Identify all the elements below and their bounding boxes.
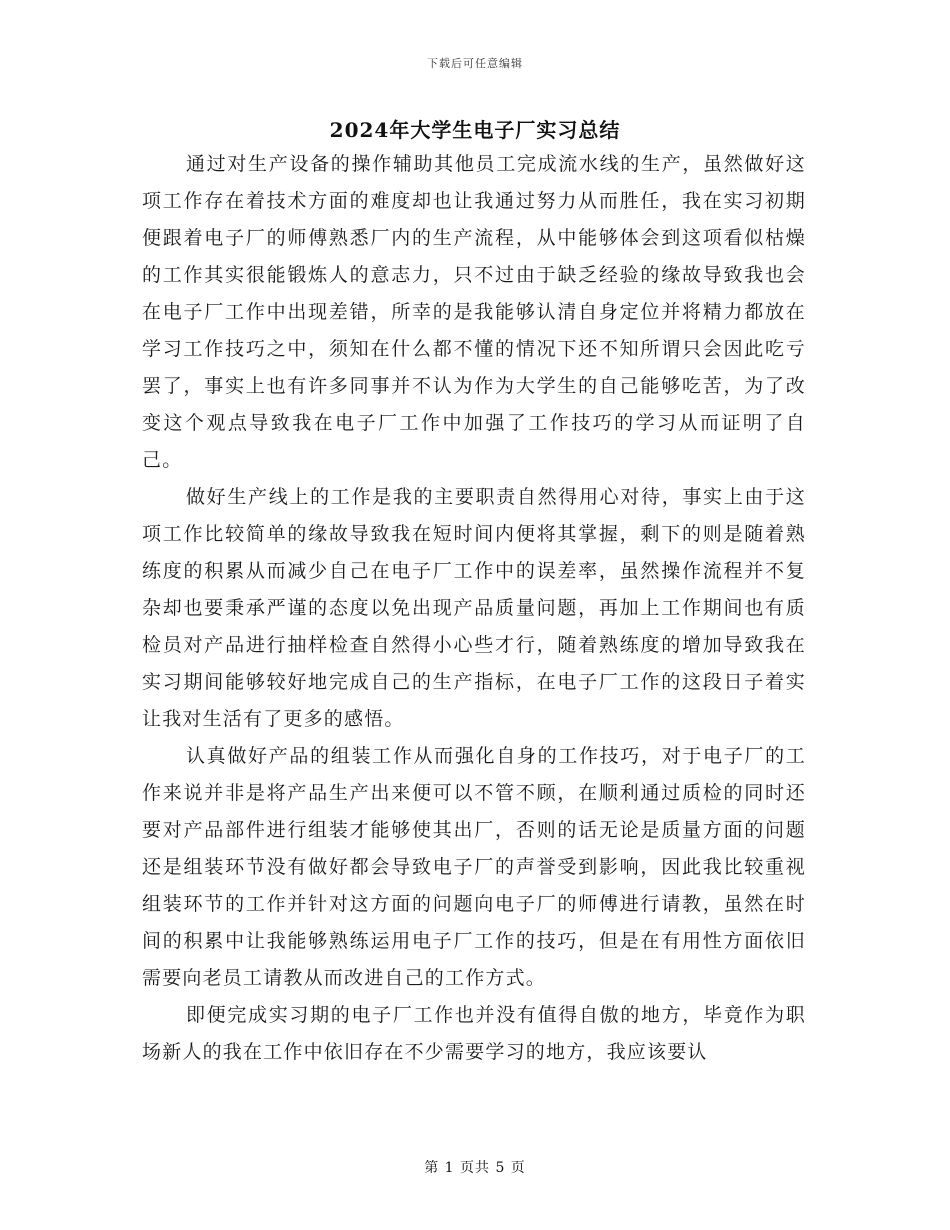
paragraph: 做好生产线上的工作是我的主要职责自然得用心对待，事实上由于这项工作比较简单的缘故导致我在短时间内便将其掌握，剩下的则是随着熟练度的积累从而减少自己在电子厂工作中的误差率，虽然操作流程并不复杂却也要秉承严谨的态度以免出现产品质量问题，再加上工作期间也有质检员对产品进行抽样检查自然得小心些才行，随着熟练度的增加导致我在实习期间能够较好地完成自己的生产指标，在电子厂工作的这段日子着实让我对生活有了更多的感悟。 xyxy=(142,486,806,730)
paragraph: 认真做好产品的组装工作从而强化自身的工作技巧，对于电子厂的工作来说并非是将产品生产出来便可以不管不顾，在顺利通过质检的同时还要对产品部件进行组装才能够使其出厂，否则的话无论是质量方面的问题还是组装环节没有做好都会导致电子厂的声誉受到影响，因此我比较重视组装环节的工作并针对这方面的问题向电子厂的师傅进行请教，虽然在时间的积累中让我能够熟练运用电子厂工作的技巧，但是在有用性方面依旧需要向老员工请教从而改进自己的工作方式。 xyxy=(142,745,806,989)
document-title: 2024年大学生电子厂实习总结 xyxy=(329,118,621,142)
paragraph: 通过对生产设备的操作辅助其他员工完成流水线的生产，虽然做好这项工作存在着技术方面的难度却也让我通过努力从而胜任，我在实习初期便跟着电子厂的师傅熟悉厂内的生产流程，从中能够体会到这项看似枯燥的工作其实很能锻炼人的意志力，只不过由于缺乏经验的缘故导致我也会在电子厂工作中出现差错，所幸的是我能够认清自身定位并将精力都放在学习工作技巧之中，须知在什么都不懂的情况下还不知所谓只会因此吃亏罢了，事实上也有许多同事并不认为作为大学生的自己能够吃苦，为了改变这个观点导致我在电子厂工作中加强了工作技巧的学习从而证明了自己。 xyxy=(142,153,806,471)
paragraph: 即便完成实习期的电子厂工作也并没有值得自傲的地方，毕竟作为职场新人的我在工作中依旧存在不少需要学习的地方，我应该要认 xyxy=(142,1004,806,1063)
document-body xyxy=(142,146,806,1071)
page-number: 第 1 页共 5 页 xyxy=(424,1160,526,1176)
header-note: 下载后可任意编辑 xyxy=(427,57,523,70)
